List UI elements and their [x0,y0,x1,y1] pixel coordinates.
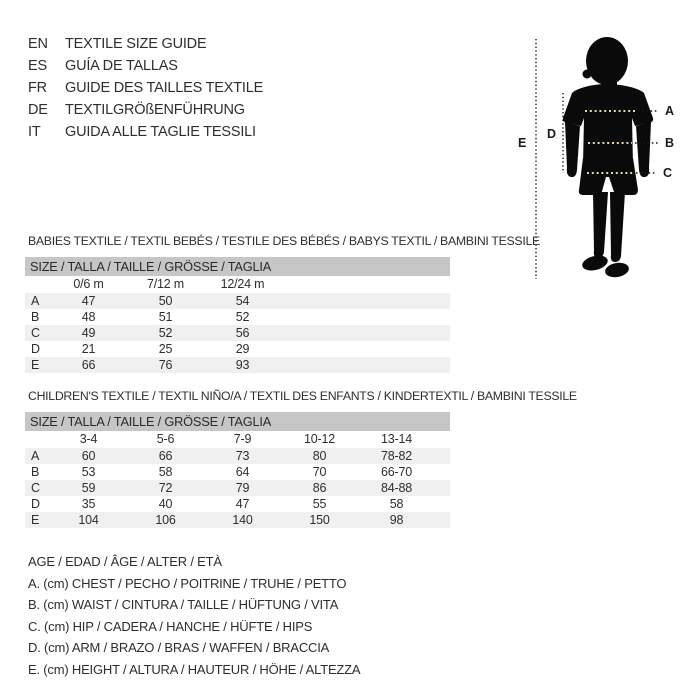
row-label: D [31,497,40,511]
column-header-row [25,431,450,448]
cell-value: 70 [312,465,327,479]
cell-value: 54 [235,294,250,308]
measure-label-b: B [665,136,675,150]
language-row-es [28,55,263,77]
column-header: 7-9 [233,432,252,446]
table-row [25,325,450,341]
legend-line-height: E. (cm) HEIGHT / ALTURA / HAUTEUR / HÖHE / ALTEZZA [28,661,361,677]
language-label: GUIDE DES TAILLES TEXTILE [65,80,264,96]
column-header: 5-6 [156,432,175,446]
row-label: D [31,342,40,356]
cell-value: 79 [235,481,250,495]
language-list [28,33,263,143]
cell-value: 51 [158,310,173,324]
size-header-bar: SIZE / TALLA / TAILLE / GRÖSSE / TAGLIA [25,412,450,431]
cell-value: 60 [81,449,96,463]
language-row-en [28,33,263,55]
cell-value: 150 [309,513,330,527]
row-label: A [31,449,40,463]
column-header: 12/24 m [220,277,265,291]
legend-line-age: AGE / EDAD / ÂGE / ALTER / ETÀ [28,554,222,569]
measurement-legend [28,551,360,680]
cell-value: 106 [155,513,176,527]
cell-value: 59 [81,481,96,495]
children-size-table [25,412,450,528]
table-row [25,293,450,309]
measure-label-a: A [665,104,675,118]
language-code: EN [28,36,48,52]
cell-value: 78-82 [381,449,412,463]
column-header: 3-4 [79,432,98,446]
column-header: 0/6 m [73,277,104,291]
children-section-title: CHILDREN'S TEXTILE / TEXTIL NIÑO/A / TEXTIL DES ENFANTS / KINDERTEXTIL / BAMBINI TESSILE [28,389,577,403]
legend-line-chest: A. (cm) CHEST / PECHO / POITRINE / TRUHE / PETTO [28,575,347,591]
language-code: DE [28,102,48,118]
column-header: 10-12 [304,432,335,446]
cell-value: 64 [235,465,250,479]
cell-value: 104 [78,513,99,527]
language-row-de [28,99,263,121]
cell-value: 66 [81,358,96,372]
cell-value: 98 [389,513,404,527]
cell-value: 58 [158,465,173,479]
size-header-bar: SIZE / TALLA / TAILLE / GRÖSSE / TAGLIA [25,257,450,276]
language-label: GUIDA ALLE TAGLIE TESSILI [65,124,256,140]
cell-value: 40 [158,497,173,511]
measure-label-d: D [547,127,557,141]
cell-value: 48 [81,310,96,324]
legend-line-arm: D. (cm) ARM / BRAZO / BRAS / WAFFEN / BRACCIA [28,640,330,655]
cell-value: 56 [235,326,250,340]
row-label: E [31,513,40,527]
cell-value: 52 [158,326,173,340]
cell-value: 140 [232,513,253,527]
cell-value: 47 [81,294,96,308]
cell-value: 58 [389,497,404,511]
cell-value: 52 [235,310,250,324]
cell-value: 72 [158,481,173,495]
cell-value: 53 [81,465,96,479]
language-label: TEXTILE SIZE GUIDE [65,36,207,52]
child-silhouette [563,37,653,279]
column-header-row [25,276,450,293]
row-label: E [31,358,40,372]
cell-value: 55 [312,497,327,511]
cell-value: 29 [235,342,250,356]
cell-value: 80 [312,449,327,463]
table-row [25,309,450,325]
table-row [25,480,450,496]
measure-label-c: C [663,166,673,180]
language-code: ES [28,58,47,74]
cell-value: 66-70 [381,465,412,479]
cell-value: 25 [158,342,173,356]
row-label: B [31,310,40,324]
table-row [25,496,450,512]
cell-value: 76 [158,358,173,372]
row-label: C [31,326,40,340]
column-header: 7/12 m [146,277,184,291]
table-row [25,448,450,464]
legend-line-waist: B. (cm) WAIST / CINTURA / TAILLE / HÜFTUNG / VITA [28,597,339,612]
corner-cell [25,431,50,448]
cell-value: 50 [158,294,173,308]
language-label: TEXTILGRÖßENFÜHRUNG [65,102,245,118]
measure-label-e: E [518,136,527,150]
column-header: 13-14 [381,432,412,446]
language-row-it [28,121,263,143]
cell-value: 84-88 [381,481,412,495]
row-label: C [31,481,40,495]
language-label: GUÍA DE TALLAS [65,58,178,74]
table-row [25,512,450,528]
cell-value: 86 [312,481,327,495]
row-label: B [31,465,40,479]
cell-value: 47 [235,497,250,511]
cell-value: 49 [81,326,96,340]
table-row [25,357,450,373]
row-label: A [31,294,40,308]
legend-line-hip: C. (cm) HIP / CADERA / HANCHE / HÜFTE / HIPS [28,618,313,634]
cell-value: 21 [81,342,96,356]
language-row-fr [28,77,263,99]
cell-value: 93 [235,358,250,372]
cell-value: 66 [158,449,173,463]
babies-size-table [25,257,450,373]
table-row [25,464,450,480]
corner-cell [25,276,50,293]
cell-value: 35 [81,497,96,511]
table-row [25,341,450,357]
language-code: IT [28,124,41,140]
cell-value: 73 [235,449,250,463]
babies-section-title: BABIES TEXTILE / TEXTIL BEBÉS / TESTILE DES BÉBÉS / BABYS TEXTIL / BAMBINI TESSILE [28,234,540,248]
language-code: FR [28,80,47,96]
